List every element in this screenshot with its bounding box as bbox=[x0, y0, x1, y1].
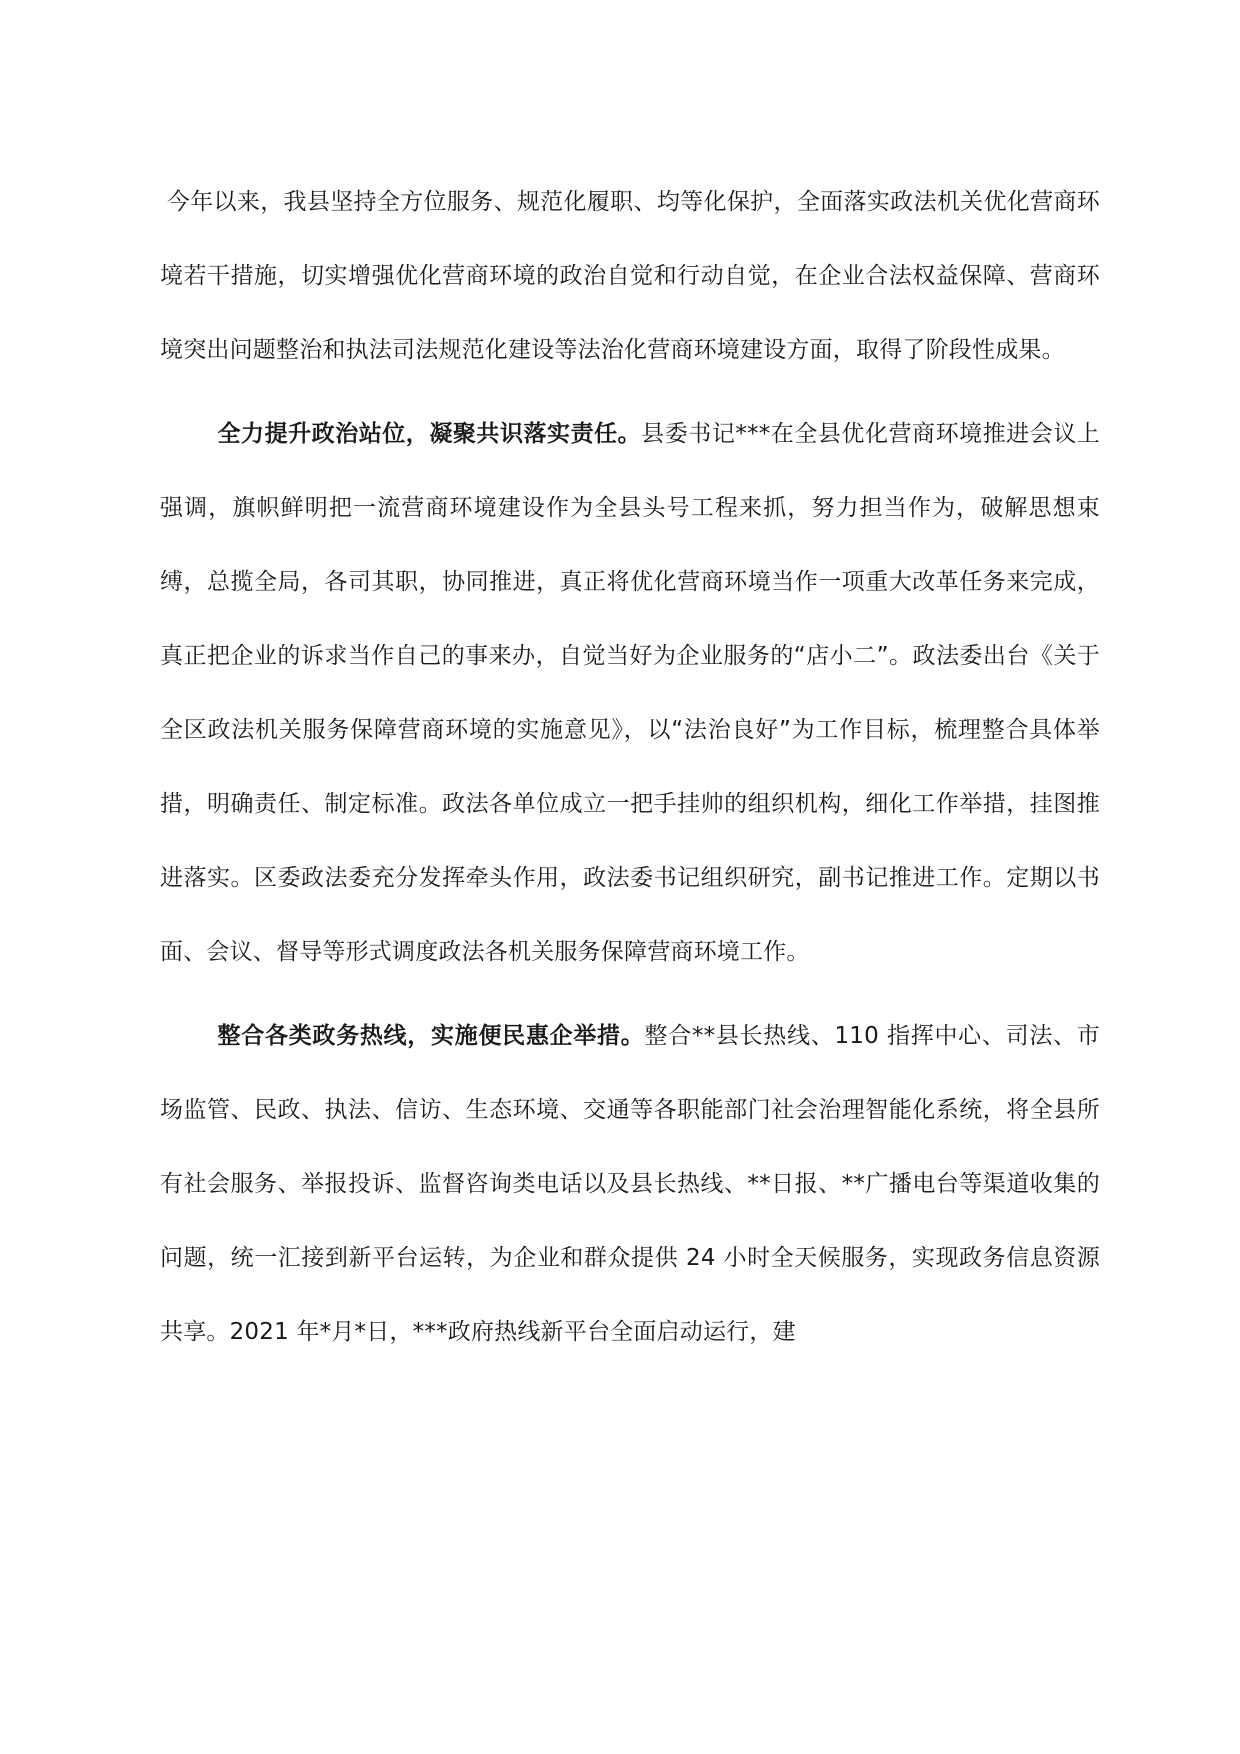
paragraph-lead-heading: 全力提升政治站位，凝聚共识落实责任。 bbox=[217, 421, 642, 447]
paragraph-political-stance bbox=[160, 397, 1100, 989]
paragraph-text: 县委书记***在全县优化营商环境推进会议上强调，旗帜鲜明把一流营商环境建设作为全县头号工程来抓，努力担当作为，破解思想束缚，总揽全局，各司其职，协同推进，真正将优化营商环境当作一项重大改革任务来完成，真正把企业的诉求当作自己的事来办，自觉当好为企业服务的“店小二”。政法委出台《关于全区政法机关服务保障营商环境的实施意见》，以“法治良好”为工作目标，梳理整合具体举措，明确责任、制定标准。政法各单位成立一把手挂帅的组织机构，细化工作举措，挂图推进落实。区委政法委充分发挥牵头作用，政法委书记组织研究，副书记推进工作。定期以书面、会议、督导等形式调度政法各机关服务保障营商环境工作。 bbox=[160, 421, 1100, 965]
paragraph-lead-heading: 整合各类政务热线，实施便民惠企举措。 bbox=[217, 1023, 645, 1049]
paragraph-text: 整合**县长热线、110 指挥中心、司法、市场监管、民政、执法、信访、生态环境、交通等各职能部门社会治理智能化系统，将全县所有社会服务、举报投诉、监督咨询类电话以及县长热线、**日报、**广播电台等渠道收集的问题，统一汇接到新平台运转，为企业和群众提供 24 小时全天候服务，实现政务信息资源共享。2021 年*月*日，***政府热线新平台全面启动运行，建 bbox=[160, 1023, 1100, 1345]
paragraph-intro bbox=[160, 165, 1100, 387]
paragraph-text: 今年以来，我县坚持全方位服务、规范化履职、均等化保护，全面落实政法机关优化营商环境若干措施，切实增强优化营商环境的政治自觉和行动自觉，在企业合法权益保障、营商环境突出问题整治和执法司法规范化建设等法治化营商环境建设方面，取得了阶段性成果。 bbox=[160, 189, 1100, 363]
document-body bbox=[160, 165, 1100, 1379]
paragraph-hotlines bbox=[160, 999, 1100, 1369]
